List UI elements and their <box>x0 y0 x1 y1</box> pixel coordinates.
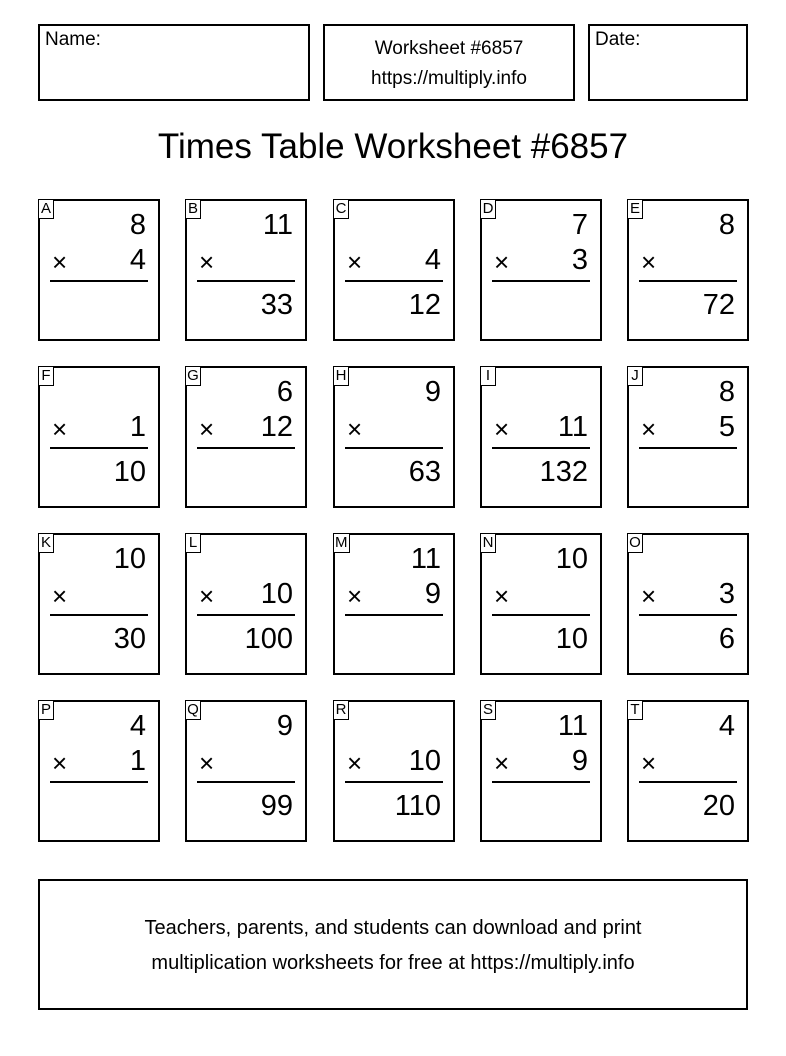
answer-rule <box>492 781 590 783</box>
date-field-box[interactable] <box>588 24 748 101</box>
top-factor: 9 <box>276 710 293 742</box>
second-factor: 4 <box>424 244 441 276</box>
times-sign: × <box>494 247 510 277</box>
answer-rule <box>345 614 443 616</box>
problem-letter: G <box>185 366 201 386</box>
answer-rule <box>492 280 590 282</box>
problem-letter: A <box>38 199 54 219</box>
problem-cell[interactable] <box>627 700 749 842</box>
times-sign: × <box>641 414 657 444</box>
product: 30 <box>113 623 146 655</box>
times-sign: × <box>494 581 510 611</box>
problem-grid <box>38 199 749 842</box>
product: 100 <box>244 623 293 655</box>
answer-rule <box>492 447 590 449</box>
times-sign: × <box>347 247 363 277</box>
problem-letter: O <box>627 533 643 553</box>
answer-rule <box>50 781 148 783</box>
top-factor: 9 <box>424 376 441 408</box>
problem-letter: M <box>335 534 348 551</box>
problem-letter: D <box>480 199 496 219</box>
second-factor: 1 <box>129 411 146 443</box>
name-label: Name: <box>45 29 101 50</box>
product: 72 <box>702 289 735 321</box>
problem-cell[interactable] <box>38 366 160 508</box>
problem-cell[interactable] <box>627 366 749 508</box>
top-factor: 7 <box>571 209 588 241</box>
product: 132 <box>539 456 588 488</box>
second-factor: 3 <box>571 244 588 276</box>
problem-letter: C <box>333 199 349 219</box>
product: 12 <box>408 289 441 321</box>
times-sign: × <box>494 748 510 778</box>
problem-cell[interactable] <box>185 199 307 341</box>
answer-rule <box>197 614 295 616</box>
second-factor: 1 <box>129 745 146 777</box>
problem-letter: R <box>333 700 349 720</box>
times-sign: × <box>199 581 215 611</box>
date-label: Date: <box>595 29 641 50</box>
answer-rule <box>345 781 443 783</box>
problem-cell[interactable] <box>185 533 307 675</box>
second-factor: 10 <box>408 745 441 777</box>
times-sign: × <box>52 247 68 277</box>
answer-rule <box>197 280 295 282</box>
problem-cell[interactable] <box>627 533 749 675</box>
top-factor: 8 <box>718 376 735 408</box>
problem-cell[interactable] <box>333 366 455 508</box>
product: 10 <box>555 623 588 655</box>
second-factor: 10 <box>260 578 293 610</box>
problem-letter: I <box>480 366 496 386</box>
problem-letter: H <box>333 366 349 386</box>
footer-line-2: multiplication worksheets for free at https://multiply.info <box>151 952 635 974</box>
second-factor: 5 <box>718 411 735 443</box>
problem-cell[interactable] <box>185 700 307 842</box>
second-factor: 9 <box>424 578 441 610</box>
second-factor: 12 <box>260 411 293 443</box>
top-factor: 11 <box>262 209 293 241</box>
problem-cell[interactable] <box>480 199 602 341</box>
problem-cell[interactable] <box>38 533 160 675</box>
answer-rule <box>639 614 737 616</box>
times-sign: × <box>494 414 510 444</box>
problem-letter: B <box>185 199 201 219</box>
footer-line-1: Teachers, parents, and students can download and print <box>144 917 642 939</box>
page-title: Times Table Worksheet #6857 <box>157 127 629 166</box>
times-sign: × <box>52 414 68 444</box>
product: 20 <box>702 790 735 822</box>
problem-cell[interactable] <box>627 199 749 341</box>
worksheet-id-box <box>323 24 575 101</box>
answer-rule <box>50 614 148 616</box>
times-sign: × <box>52 581 68 611</box>
top-factor: 4 <box>129 710 146 742</box>
problem-letter: N <box>480 533 496 553</box>
problem-letter: K <box>38 533 54 553</box>
top-factor: 11 <box>410 543 441 575</box>
problem-letter: T <box>627 700 643 720</box>
name-field-box[interactable] <box>38 24 310 101</box>
worksheet-url: https://multiply.info <box>371 68 527 89</box>
top-factor: 11 <box>557 710 588 742</box>
top-factor: 10 <box>555 543 588 575</box>
answer-rule <box>50 447 148 449</box>
problem-cell[interactable] <box>480 366 602 508</box>
times-sign: × <box>199 748 215 778</box>
problem-cell[interactable] <box>38 199 160 341</box>
answer-rule <box>50 280 148 282</box>
times-sign: × <box>641 748 657 778</box>
top-factor: 4 <box>718 710 735 742</box>
second-factor: 9 <box>571 745 588 777</box>
problem-letter: Q <box>185 700 201 720</box>
answer-rule <box>639 447 737 449</box>
product: 99 <box>260 790 293 822</box>
times-sign: × <box>347 414 363 444</box>
problem-cell[interactable] <box>480 533 602 675</box>
product: 63 <box>408 456 441 488</box>
answer-rule <box>197 781 295 783</box>
problem-letter: S <box>480 700 496 720</box>
times-sign: × <box>641 247 657 277</box>
times-sign: × <box>52 748 68 778</box>
second-factor: 4 <box>129 244 146 276</box>
problem-cell[interactable] <box>185 366 307 508</box>
answer-rule <box>197 447 295 449</box>
problem-cell[interactable] <box>38 700 160 842</box>
top-factor: 8 <box>129 209 146 241</box>
second-factor: 11 <box>557 411 588 443</box>
problem-cell[interactable] <box>480 700 602 842</box>
answer-rule <box>639 280 737 282</box>
product: 10 <box>113 456 146 488</box>
problem-cell[interactable] <box>333 700 455 842</box>
times-sign: × <box>641 581 657 611</box>
times-sign: × <box>347 581 363 611</box>
answer-rule <box>345 280 443 282</box>
top-factor: 10 <box>113 543 146 575</box>
problem-letter: L <box>185 533 201 553</box>
times-sign: × <box>199 247 215 277</box>
answer-rule <box>639 781 737 783</box>
answer-rule <box>492 614 590 616</box>
footer-note <box>38 879 748 1010</box>
times-sign: × <box>347 748 363 778</box>
top-factor: 6 <box>276 376 293 408</box>
problem-letter: P <box>38 700 54 720</box>
product: 110 <box>394 790 441 822</box>
problem-cell[interactable] <box>333 533 455 675</box>
product: 6 <box>718 623 735 655</box>
answer-rule <box>345 447 443 449</box>
problem-letter: E <box>627 199 643 219</box>
times-sign: × <box>199 414 215 444</box>
top-factor: 8 <box>718 209 735 241</box>
product: 33 <box>260 289 293 321</box>
second-factor: 3 <box>718 578 735 610</box>
problem-letter: J <box>627 366 643 386</box>
worksheet-number: Worksheet #6857 <box>374 38 524 59</box>
problem-cell[interactable] <box>333 199 455 341</box>
problem-letter: F <box>38 366 54 386</box>
